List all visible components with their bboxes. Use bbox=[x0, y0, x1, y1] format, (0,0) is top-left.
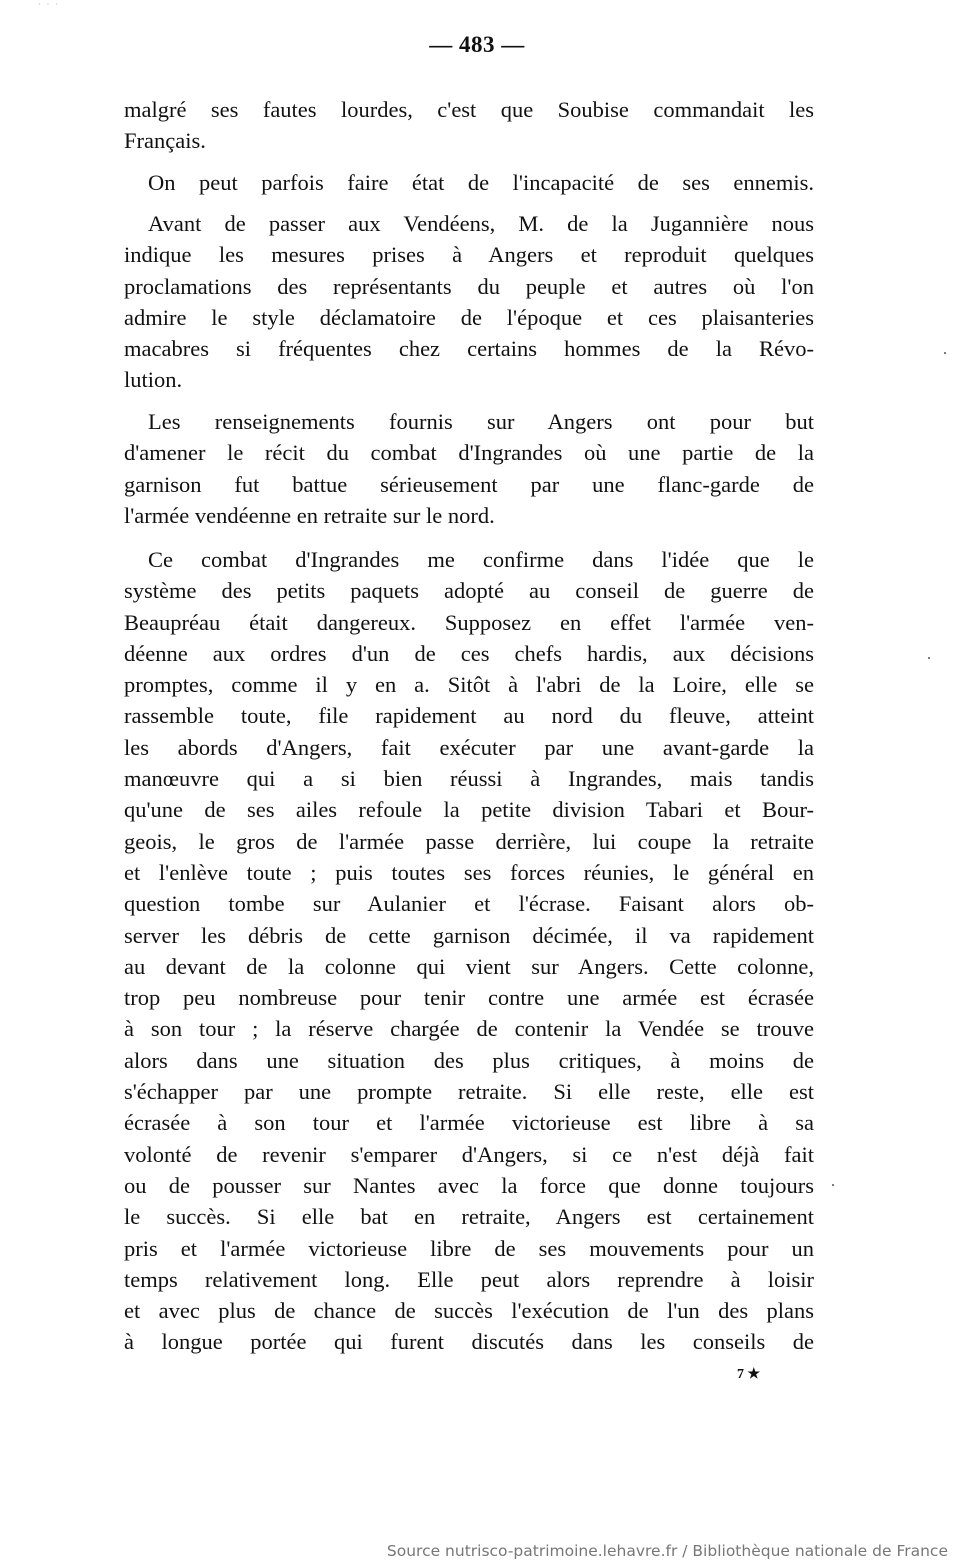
text-line: le succès. Si elle bat en retraite, Angers est certainement bbox=[124, 1204, 814, 1230]
text-line: qu'une de ses ailes refoule la petite division Tabari et Bour- bbox=[124, 797, 814, 823]
text-line: manœuvre qui a si bien réussi à Ingrandes, mais tandis bbox=[124, 766, 814, 792]
text-line: admire le style déclamatoire de l'époque et ces plaisanteries bbox=[124, 304, 814, 330]
text-line: système des petits paquets adopté au conseil de guerre de bbox=[124, 578, 814, 604]
text-line: et l'enlève toute ; puis toutes ses forces réunies, le général en bbox=[124, 859, 814, 885]
text-line: déenne aux ordres d'un de ces chefs hardis, aux décisions bbox=[124, 640, 814, 666]
text-line: On peut parfois faire état de l'incapacité de ses ennemis. bbox=[148, 170, 814, 195]
text-line: d'amener le récit du combat d'Ingrandes où une partie de la bbox=[124, 440, 814, 466]
paragraph bbox=[124, 406, 814, 531]
text-line: s'échapper par une prompte retraite. Si elle reste, elle est bbox=[124, 1079, 814, 1105]
text-line: Français. bbox=[124, 128, 206, 154]
text-line: volonté de revenir s'emparer d'Angers, si ce n'est déjà fait bbox=[124, 1141, 814, 1167]
text-line: malgré ses fautes lourdes, c'est que Soubise commandait les bbox=[124, 97, 814, 122]
text-line: trop peu nombreuse pour tenir contre une armée est écrasée bbox=[124, 985, 814, 1011]
text-line: l'armée vendéenne en retraite sur le nord. bbox=[124, 502, 495, 528]
scan-speck bbox=[832, 1184, 834, 1186]
text-line: rassemble toute, file rapidement au nord du fleuve, atteint bbox=[124, 703, 814, 729]
text-line: ou de pousser sur Nantes avec la force que donne toujours bbox=[124, 1172, 814, 1198]
text-line: Ce combat d'Ingrandes me confirme dans l'idée que le bbox=[148, 547, 814, 572]
text-line: question tombe sur Aulanier et l'écrase. Faisant alors ob- bbox=[124, 891, 814, 917]
text-line: les abords d'Angers, fait exécuter par une avant-garde la bbox=[124, 734, 814, 760]
text-line: pris et l'armée victorieuse libre de ses mouvements pour un bbox=[124, 1235, 814, 1261]
text-line: et avec plus de chance de succès l'exécution de l'un des plans bbox=[124, 1298, 814, 1324]
paragraph bbox=[124, 167, 814, 198]
text-line: garnison fut battue sérieusement par une flanc-garde de bbox=[124, 471, 814, 497]
source-attribution: Source nutrisco-patrimoine.lehavre.fr / Bibliothèque nationale de France bbox=[386, 1542, 948, 1560]
text-line: alors dans une situation des plus critiques, à moins de bbox=[124, 1047, 814, 1073]
text-line: macabres si fréquentes chez certains hommes de la Révo- bbox=[124, 336, 814, 362]
paragraph bbox=[124, 544, 814, 1358]
text-line: écrasée à son tour et l'armée victorieuse est libre à sa bbox=[124, 1110, 814, 1136]
text-line: indique les mesures prises à Angers et reproduit quelques bbox=[124, 242, 814, 268]
text-line: Avant de passer aux Vendéens, M. de la Jugannière nous bbox=[148, 211, 814, 236]
text-line: au devant de la colonne qui vient sur Angers. Cette colonne, bbox=[124, 953, 814, 979]
text-line: à longue portée qui furent discutés dans les conseils de bbox=[124, 1329, 814, 1355]
paragraph bbox=[124, 94, 814, 157]
text-line: lution. bbox=[124, 367, 183, 393]
text-line: proclamations des représentants du peuple et autres où l'on bbox=[124, 273, 814, 299]
text-line: à son tour ; la réserve chargée de contenir la Vendée se trouve bbox=[124, 1016, 814, 1042]
corner-scan-mark: · · · bbox=[38, 0, 60, 9]
text-line: server les débris de cette garnison décimée, il va rapidement bbox=[124, 922, 814, 948]
text-line: promptes, comme il y en a. Sitôt à l'abri de la Loire, elle se bbox=[124, 672, 814, 698]
page-number: — 483 — bbox=[429, 32, 525, 57]
text-line: geois, le gros de l'armée passe derrière, lui coupe la retraite bbox=[124, 828, 814, 854]
text-line: Beaupréau était dangereux. Supposez en effet l'armée ven- bbox=[124, 609, 814, 635]
scan-speck bbox=[928, 657, 930, 659]
scan-speck bbox=[944, 352, 946, 354]
text-line: temps relativement long. Elle peut alors reprendre à loisir bbox=[124, 1266, 814, 1292]
paragraph bbox=[124, 208, 814, 396]
signature-mark: 7 ★ bbox=[737, 1367, 761, 1382]
text-line: Les renseignements fournis sur Angers ont pour but bbox=[148, 409, 814, 434]
